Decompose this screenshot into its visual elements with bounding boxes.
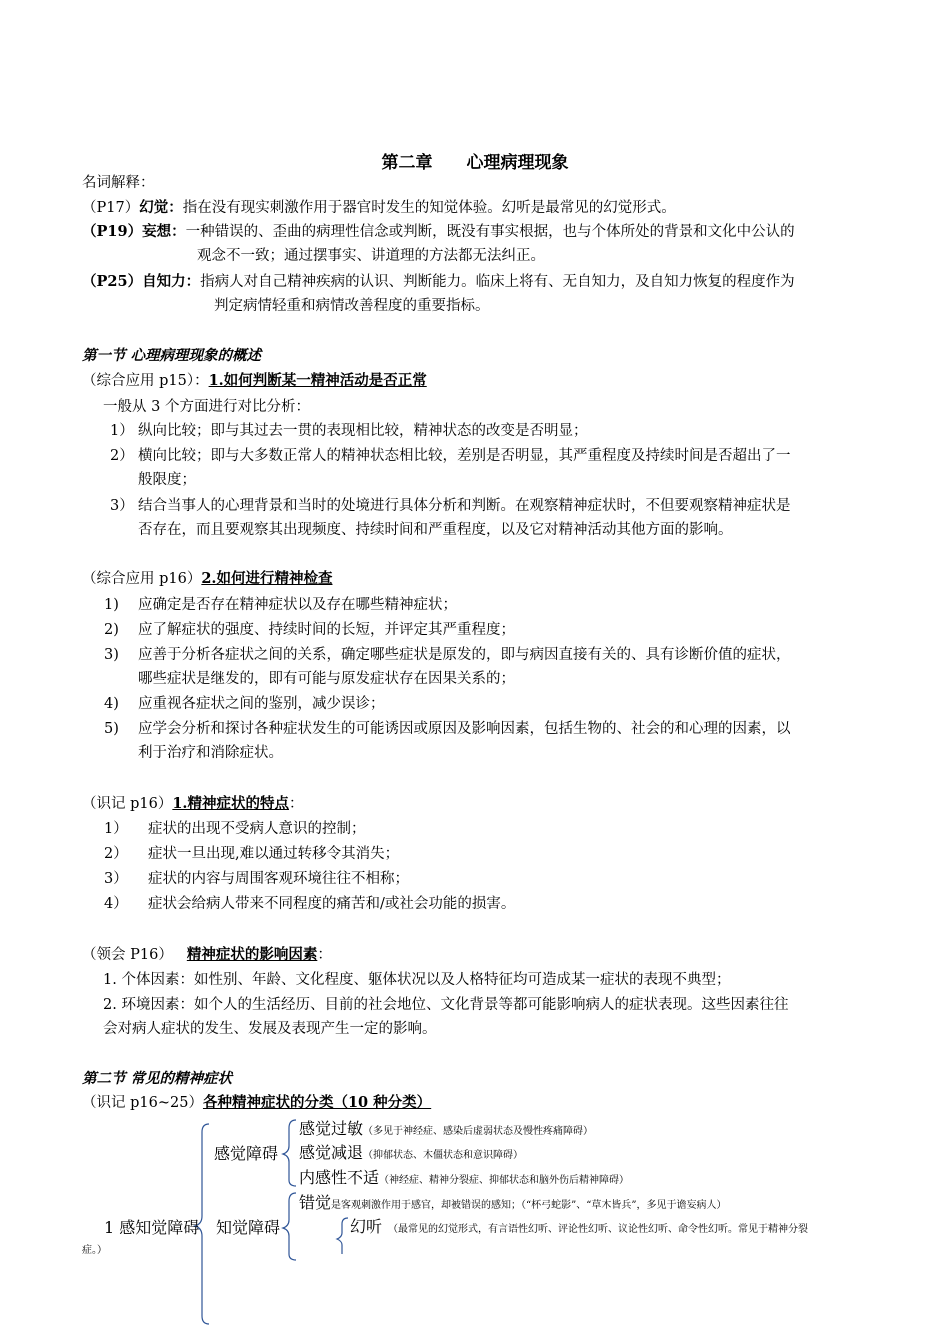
- glossary-definition: 一种错误的、歪曲的病理性信念或判断，既没有事实根据，也与个体所处的背景和文化中公认的: [185, 224, 795, 240]
- brace-sensation: [283, 1120, 296, 1186]
- glossary-definition-cont: 判定病情轻重和病情改善程度的重要指标。: [214, 298, 490, 314]
- glossary-term: 妄想：: [142, 223, 186, 240]
- leaf-note: 是客观刺激作用于感官，却被错误的感知；（“杯弓蛇影”、“草木皆兵”，多见于谵妄病人）: [331, 1200, 727, 1211]
- question-ref: （综合应用 p15）：: [82, 373, 209, 389]
- list-item: 2. 环境因素：如个人的生活经历、目前的社会地位、文化背景等都可能影响病人的症状表现。这些因素往往: [103, 997, 789, 1013]
- list-number: 1): [104, 597, 119, 613]
- tree-group-sensation: 感觉障碍: [214, 1144, 279, 1163]
- leaf-note: （最常见的幻觉形式，有言语性幻听、评论性幻听、议论性幻听、命令性幻听。常见于精神分裂: [388, 1224, 809, 1235]
- question-title: 精神症状的影响因素: [186, 946, 318, 963]
- list-number: 1）: [110, 423, 134, 439]
- glossary-definition: 指病人对自己精神疾病的认识、判断能力。临床上将有、无自知力，及自知力恢复的程度作为: [200, 274, 795, 290]
- list-item-cont: 般限度；: [138, 472, 196, 488]
- list-item: 症状的出现不受病人意识的控制；: [148, 821, 366, 837]
- list-item: 应善于分析各症状之间的关系，确定哪些症状是原发的，即与病因直接有关的、具有诊断价值的症状，: [138, 647, 791, 663]
- question-ref: （综合应用 p16）: [82, 571, 202, 587]
- tree-root: 1 感知觉障碍: [104, 1218, 200, 1237]
- glossary-ref: （P19）: [82, 223, 143, 240]
- section-heading: 第一节 心理病理现象的概述: [82, 347, 262, 364]
- chapter-title: 第二章 心理病理现象: [381, 153, 569, 173]
- question-title: 2.如何进行精神检查: [201, 570, 333, 587]
- list-item: 应学会分析和探讨各种症状发生的可能诱因或原因及影响因素，包括生物的、社会的和心理的因素，以: [138, 721, 791, 737]
- list-item-cont: 会对病人症状的发生、发展及表现产生一定的影响。: [103, 1021, 437, 1037]
- list-item-cont: 否存在，而且要观察其出现频度、持续时间和严重程度，以及它对精神活动其他方面的影响。: [138, 522, 733, 538]
- leaf-label: 感觉过敏: [299, 1119, 364, 1138]
- section-heading: 第二节 常见的精神症状: [82, 1070, 233, 1087]
- glossary-definition-cont: 观念不一致；通过摆事实、讲道理的方法都无法纠正。: [197, 248, 545, 264]
- list-number: 5): [104, 721, 119, 737]
- question-title: 各种精神症状的分类（10 种分类）: [202, 1094, 432, 1111]
- tree-group-perception: 知觉障碍: [216, 1218, 281, 1237]
- colon: ：: [317, 947, 332, 963]
- list-item: 症状的内容与周围客观环境往往不相称；: [148, 871, 409, 887]
- list-number: 4）: [104, 896, 128, 912]
- list-number: 3）: [110, 498, 134, 514]
- glossary-term: 自知力：: [142, 273, 201, 290]
- list-item-cont: 利于治疗和消除症状。: [138, 745, 283, 761]
- list-number: 3）: [104, 871, 128, 887]
- list-number: 2）: [104, 846, 128, 862]
- leaf-label: 错觉: [299, 1193, 332, 1212]
- list-item: 横向比较；即与大多数正常人的精神状态相比较，差别是否明显，其严重程度及持续时间是否超出了一: [138, 448, 791, 464]
- tree-leaf: [299, 1143, 523, 1166]
- leaf-label: 感觉减退: [299, 1143, 364, 1162]
- tree-leaf: [299, 1119, 593, 1142]
- leaf-label: 幻听: [350, 1217, 383, 1236]
- question-intro: 一般从 3 个方面进行对比分析：: [103, 399, 310, 415]
- list-number: 2): [104, 622, 119, 638]
- question-ref: （识记 p16）: [82, 796, 173, 812]
- glossary-ref: （P25）: [82, 273, 143, 290]
- brace-perception: [283, 1193, 296, 1260]
- tree-leaf: [350, 1217, 808, 1240]
- list-item: 纵向比较；即与其过去一贯的表现相比较，精神状态的改变是否明显；: [138, 423, 588, 439]
- list-number: 4): [104, 696, 119, 712]
- leaf-note: （多见于神经症、感染后虚弱状态及慢性疼痛障碍）: [363, 1126, 594, 1137]
- list-item: 结合当事人的心理背景和当时的处境进行具体分析和判断。在观察精神症状时，不但要观察精神症状是: [138, 498, 791, 514]
- glossary-heading: 名词解释：: [82, 175, 155, 191]
- list-item: 应确定是否存在精神症状以及存在哪些精神症状；: [138, 597, 457, 613]
- question-ref: （领会 P16）: [82, 947, 173, 963]
- list-item: 症状会给病人带来不同程度的痛苦和/或社会功能的损害。: [148, 896, 516, 912]
- question-title: 1.精神症状的特点: [172, 795, 289, 812]
- leaf-note: （神经症、精神分裂症、抑郁状态和脑外伤后精神障碍）: [379, 1175, 630, 1186]
- list-number: 1）: [104, 821, 128, 837]
- list-item: 症状一旦出现,难以通过转移令其消失；: [148, 846, 400, 862]
- glossary-term: 幻觉：: [139, 199, 183, 216]
- list-number: 3): [104, 647, 119, 663]
- tree-leaf: [299, 1193, 726, 1216]
- brace-hallucination: [337, 1218, 348, 1254]
- leaf-label: 内感性不适: [299, 1168, 380, 1187]
- question-title: 1.如何判断某一精神活动是否正常: [208, 372, 427, 389]
- glossary-definition: 指在没有现实刺激作用于器官时发生的知觉体验。幻听是最常见的幻觉形式。: [182, 200, 676, 216]
- question-ref: （识记 p16~25）: [82, 1095, 203, 1111]
- list-item: 应了解症状的强度、持续时间的长短，并评定其严重程度；: [138, 622, 515, 638]
- list-item: 1. 个体因素：如性别、年龄、文化程度、躯体状况以及人格特征均可造成某一症状的表现不典型；: [103, 972, 731, 988]
- tree-leaf: [299, 1168, 629, 1191]
- leaf-note-cont: 症。）: [82, 1245, 107, 1256]
- list-item: 应重视各症状之间的鉴别，减少误诊；: [138, 696, 385, 712]
- leaf-note: （抑郁状态、木僵状态和意识障碍）: [363, 1150, 524, 1161]
- list-item-cont: 哪些症状是继发的，即有可能与原发症状存在因果关系的；: [138, 671, 515, 687]
- colon: ：: [288, 796, 304, 812]
- list-number: 2）: [110, 448, 134, 464]
- glossary-ref: （P17）: [82, 200, 140, 216]
